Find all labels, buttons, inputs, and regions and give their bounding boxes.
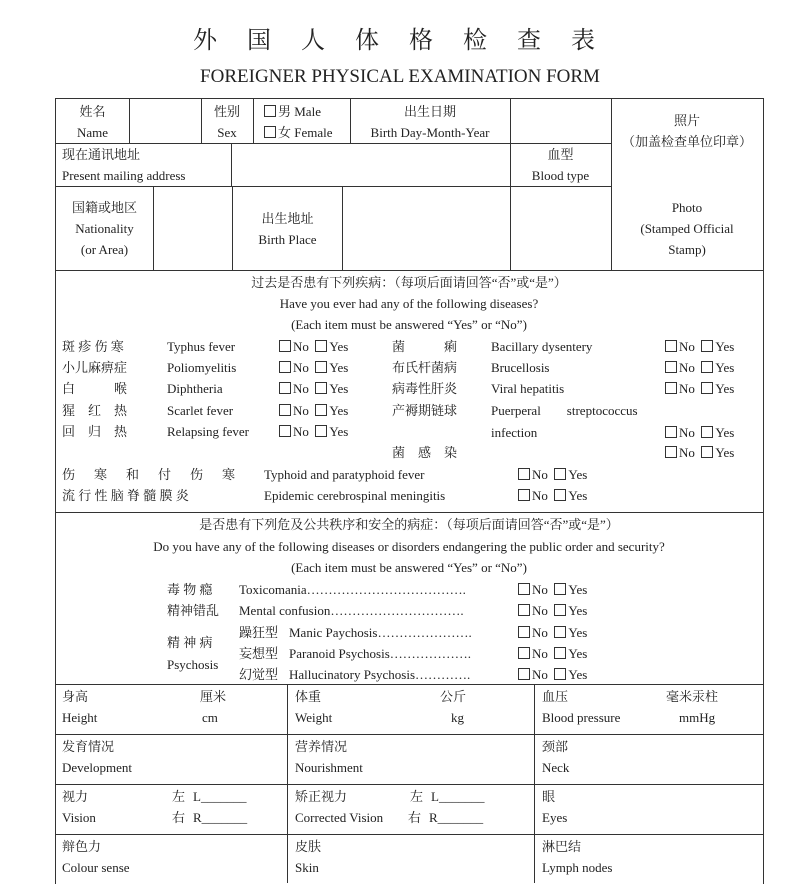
- checkbox[interactable]: [554, 626, 566, 638]
- rule-v: [287, 684, 288, 883]
- checkbox[interactable]: [518, 604, 530, 616]
- past-left-2-yes[interactable]: Yes: [315, 381, 348, 396]
- past-right-2-yes[interactable]: Yes: [701, 381, 734, 396]
- past-disease-en: Viral hepatitis: [491, 381, 565, 396]
- female-checkbox[interactable]: [264, 126, 276, 138]
- present-answer: [518, 646, 587, 662]
- sex-label-en: Sex: [217, 125, 237, 140]
- infection-yes[interactable]: Yes: [701, 445, 734, 460]
- past-question-en: Have you ever had any of the following diseases?: [279, 296, 539, 311]
- past-disease-cn: 菌 痢: [392, 339, 458, 354]
- past-disease-en: Brucellosis: [491, 360, 550, 375]
- rule-h: [55, 270, 763, 271]
- past-question-cn: 过去是否患有下列疾病：（每项后面请回答“否”或“是”）: [251, 275, 567, 290]
- meningitis-yes[interactable]: Yes: [554, 488, 587, 503]
- female-option[interactable]: [264, 125, 333, 141]
- past-disease-cn: 斑 疹 伤 寒: [62, 339, 124, 354]
- past-disease-cn: 白 喉: [62, 381, 128, 396]
- eyes-cn: 眼: [542, 789, 556, 804]
- present-answer: [518, 667, 587, 683]
- past-right-1-no[interactable]: No: [665, 360, 695, 375]
- puerperal-no[interactable]: No: [665, 425, 695, 440]
- birthplace-label-cn: 出生地址: [261, 211, 314, 226]
- name-label-en: Name: [76, 125, 109, 140]
- infection-cn: 菌 感 染: [392, 445, 458, 460]
- checkbox[interactable]: [665, 426, 677, 438]
- corrected-vision-en: Corrected Vision: [295, 810, 384, 825]
- address-label-cn: 现在通讯地址: [62, 147, 141, 162]
- rule-h: [55, 784, 763, 785]
- checkbox[interactable]: [518, 647, 530, 659]
- vision-right-field[interactable]: R_______: [193, 810, 248, 825]
- bp-cn: 血压: [542, 689, 569, 704]
- development-cn: 发育情况: [62, 739, 115, 754]
- development-en: Development: [62, 760, 133, 775]
- past-disease-answer: [279, 403, 348, 419]
- nationality-field[interactable]: [155, 188, 230, 268]
- birth-label-en: Birth Day-Month-Year: [370, 125, 490, 140]
- cm-cn: 厘米: [200, 689, 227, 704]
- checkbox[interactable]: [279, 404, 291, 416]
- past-disease-answer: [279, 424, 348, 440]
- manic-cn: 躁狂型: [239, 625, 279, 640]
- checkbox[interactable]: [665, 446, 677, 458]
- present-1-no[interactable]: No: [518, 603, 548, 618]
- past-right-1-yes[interactable]: Yes: [701, 360, 734, 375]
- birth-label-cn: 出生日期: [403, 104, 456, 119]
- checkbox[interactable]: [665, 361, 677, 373]
- past-left-3-yes[interactable]: Yes: [315, 403, 348, 418]
- toxico-cn: 毒 物 瘾: [167, 582, 213, 597]
- past-disease-cn: 小儿麻痹症: [62, 360, 128, 375]
- male-option[interactable]: [264, 104, 333, 120]
- kg-en: kg: [451, 710, 464, 725]
- rule-h: [55, 734, 763, 735]
- past-disease-answer: [279, 360, 348, 376]
- past-disease-en: Typhus fever: [167, 339, 236, 354]
- vision-cn: 视力: [62, 789, 89, 804]
- vision-en: Vision: [62, 810, 96, 825]
- blood-label-en: Blood type: [531, 168, 590, 183]
- checkbox[interactable]: [279, 425, 291, 437]
- past-disease-cn: 布氏杆菌病: [392, 360, 458, 375]
- puerperal-answer: [665, 425, 734, 441]
- checkbox[interactable]: [518, 468, 530, 480]
- nourishment-cn: 营养情况: [295, 739, 348, 754]
- male-checkbox[interactable]: [264, 105, 276, 117]
- nationality-label-cn: 国籍或地区: [71, 200, 137, 215]
- neck-cn: 颈部: [542, 739, 569, 754]
- colour-en: Colour sense: [62, 860, 130, 875]
- typhoid-en: Typhoid and paratyphoid fever: [264, 467, 425, 482]
- birth-field[interactable]: [512, 100, 609, 141]
- height-en: Height: [62, 710, 98, 725]
- photo-label-en: Photo: [671, 200, 703, 215]
- typhoid-yes[interactable]: Yes: [554, 467, 587, 482]
- halluc-en: Hallucinatory Psychosis………….: [289, 667, 471, 682]
- present-4-no[interactable]: No: [518, 667, 548, 682]
- present-3-no[interactable]: No: [518, 646, 548, 661]
- past-right-2-no[interactable]: No: [665, 381, 695, 396]
- cvision-left-field[interactable]: L_______: [431, 789, 485, 804]
- past-left-3-no[interactable]: No: [279, 403, 309, 418]
- form-title-en: FOREIGNER PHYSICAL EXAMINATION FORM: [200, 66, 600, 87]
- checkbox[interactable]: [315, 404, 327, 416]
- past-left-4-no[interactable]: No: [279, 424, 309, 439]
- typhoid-cn: 伤 寒 和 付 伤 寒: [62, 467, 239, 482]
- checkbox[interactable]: [554, 489, 566, 501]
- checkbox[interactable]: [554, 583, 566, 595]
- height-cn: 身高: [62, 689, 89, 704]
- rule-h: [55, 684, 763, 685]
- photo-label-cn: 照片: [673, 113, 700, 128]
- vision-left-cn: 左: [172, 789, 186, 804]
- vision-right-cn: 右: [172, 810, 186, 825]
- past-disease-cn: 产褥期链球: [392, 403, 458, 418]
- neck-en: Neck: [542, 760, 570, 775]
- photo-stamp-cn: （加盖检查单位印章）: [621, 134, 752, 149]
- mmhg-en: mmHg: [679, 710, 716, 725]
- birthplace-label-en: Birth Place: [258, 232, 317, 247]
- skin-en: Skin: [295, 860, 319, 875]
- past-left-2-no[interactable]: No: [279, 381, 309, 396]
- past-disease-answer: [665, 381, 734, 397]
- past-disease-en: Relapsing fever: [167, 424, 249, 439]
- puerperal-yes[interactable]: Yes: [701, 425, 734, 440]
- present-0-yes[interactable]: Yes: [554, 582, 587, 597]
- bp-en: Blood pressure: [542, 710, 621, 725]
- checkbox[interactable]: [315, 425, 327, 437]
- checkbox[interactable]: [701, 426, 713, 438]
- address-label-en: Present mailing address: [62, 168, 186, 183]
- vision-left-field[interactable]: L_______: [193, 789, 247, 804]
- checkbox[interactable]: [315, 382, 327, 394]
- rule-v: [253, 98, 254, 143]
- infection-en: infection: [491, 425, 538, 440]
- cvision-right-field[interactable]: R_______: [429, 810, 484, 825]
- meningitis-cn: 流 行 性 脑 脊 髓 膜 炎: [62, 488, 189, 503]
- kg-cn: 公斤: [440, 689, 467, 704]
- rule-v: [201, 98, 202, 143]
- psychosis-en: Psychosis: [167, 657, 219, 672]
- past-left-1-no[interactable]: No: [279, 360, 309, 375]
- checkbox[interactable]: [518, 583, 530, 595]
- present-1-yes[interactable]: Yes: [554, 603, 587, 618]
- checkbox[interactable]: [554, 668, 566, 680]
- eyes-en: Eyes: [542, 810, 568, 825]
- present-3-yes[interactable]: Yes: [554, 646, 587, 661]
- address-field[interactable]: [233, 145, 508, 184]
- checkbox[interactable]: [279, 361, 291, 373]
- mmhg-cn: 毫米汞柱: [666, 689, 719, 704]
- meningitis-answer: [518, 488, 587, 504]
- paranoid-en: Paranoid Psychosis……………….: [289, 646, 471, 661]
- cvision-right-cn: 右: [408, 810, 422, 825]
- past-note: (Each item must be answered “Yes” or “No”): [291, 317, 527, 332]
- past-disease-cn: 猩 红 热: [62, 403, 128, 418]
- past-left-0-yes[interactable]: Yes: [315, 339, 348, 354]
- checkbox[interactable]: [554, 647, 566, 659]
- rule-v: [232, 186, 233, 270]
- checkbox[interactable]: [701, 446, 713, 458]
- past-left-0-no[interactable]: No: [279, 339, 309, 354]
- past-disease-answer: [665, 360, 734, 376]
- checkbox[interactable]: [701, 382, 713, 394]
- photo-stamp-en2: Stamp): [668, 242, 706, 257]
- checkbox[interactable]: [518, 626, 530, 638]
- typhoid-no[interactable]: No: [518, 467, 548, 482]
- past-right-0-no[interactable]: No: [665, 339, 695, 354]
- checkbox[interactable]: [315, 340, 327, 352]
- meningitis-no[interactable]: No: [518, 488, 548, 503]
- present-0-no[interactable]: No: [518, 582, 548, 597]
- name-field[interactable]: [131, 100, 199, 141]
- past-disease-en: Scarlet fever: [167, 403, 234, 418]
- mental-en: Mental confusion………………………….: [239, 603, 464, 618]
- present-2-no[interactable]: No: [518, 625, 548, 640]
- rule-v: [153, 186, 154, 270]
- present-answer: [518, 603, 587, 619]
- photo-stamp-en: (Stamped Official: [640, 221, 734, 236]
- present-4-yes[interactable]: Yes: [554, 667, 587, 682]
- present-note: (Each item must be answered “Yes” or “No”): [291, 560, 527, 575]
- rule-v: [129, 98, 130, 143]
- rule-v: [510, 98, 511, 270]
- corrected-vision-cn: 矫正视力: [295, 789, 348, 804]
- form-title-cn: 外 国 人 体 格 检 查 表: [193, 28, 607, 54]
- mental-cn: 精神错乱: [167, 603, 220, 618]
- past-disease-answer: [279, 339, 348, 355]
- meningitis-en: Epidemic cerebrospinal meningitis: [264, 488, 446, 503]
- psychosis-cn: 精 神 病: [167, 635, 213, 650]
- typhoid-answer: [518, 467, 587, 483]
- present-question-en: Do you have any of the following diseases or disorders endangering the public order and security?: [153, 539, 665, 554]
- nationality-label-area: (or Area): [80, 242, 129, 257]
- manic-en: Manic Paychosis………………….: [289, 625, 472, 640]
- sex-label-cn: 性别: [213, 104, 240, 119]
- rule-h: [55, 186, 611, 187]
- cm-en: cm: [202, 710, 218, 725]
- nourishment-en: Nourishment: [295, 760, 363, 775]
- past-disease-answer: [279, 381, 348, 397]
- past-disease-en: Bacillary dysentery: [491, 339, 593, 354]
- present-2-yes[interactable]: Yes: [554, 625, 587, 640]
- present-answer: [518, 582, 587, 598]
- colour-cn: 辩色力: [62, 839, 102, 854]
- present-question-cn: 是否患有下列危及公共秩序和安全的病症：（每项后面请回答“否”或“是”）: [199, 517, 619, 532]
- nationality-label-en: Nationality: [75, 221, 134, 236]
- rule-v: [534, 684, 535, 883]
- rule-v: [231, 143, 232, 186]
- checkbox[interactable]: [315, 361, 327, 373]
- past-left-1-yes[interactable]: Yes: [315, 360, 348, 375]
- lymph-cn: 淋巴结: [542, 839, 582, 854]
- infection-no[interactable]: No: [665, 445, 695, 460]
- checkbox[interactable]: [665, 382, 677, 394]
- birthplace-field[interactable]: [344, 188, 508, 268]
- past-disease-cn: 回 归 热: [62, 424, 128, 439]
- toxico-en: Toxicomania……………………………….: [239, 582, 466, 597]
- weight-cn: 体重: [295, 689, 322, 704]
- past-disease-en: Puerperal streptococcus: [491, 403, 638, 418]
- name-label-cn: 姓名: [79, 104, 106, 119]
- weight-en: Weight: [295, 710, 333, 725]
- past-right-0-yes[interactable]: Yes: [701, 339, 734, 354]
- checkbox[interactable]: [554, 604, 566, 616]
- present-answer: [518, 625, 587, 641]
- checkbox[interactable]: [554, 468, 566, 480]
- paranoid-cn: 妄想型: [239, 646, 279, 661]
- rule-v: [342, 186, 343, 270]
- checkbox[interactable]: [279, 340, 291, 352]
- past-disease-cn: 病毒性肝炎: [392, 381, 458, 396]
- past-disease-answer: [665, 339, 734, 355]
- checkbox[interactable]: [518, 489, 530, 501]
- rule-h: [55, 512, 763, 513]
- rule-v: [350, 98, 351, 143]
- infection-answer: [665, 445, 734, 461]
- male-label: 男 Male: [278, 104, 321, 119]
- checkbox[interactable]: [518, 668, 530, 680]
- checkbox[interactable]: [279, 382, 291, 394]
- checkbox[interactable]: [665, 340, 677, 352]
- cvision-left-cn: 左: [410, 789, 424, 804]
- rule-h: [55, 143, 611, 144]
- halluc-cn: 幻觉型: [239, 667, 279, 682]
- female-label: 女 Female: [278, 125, 333, 140]
- skin-cn: 皮肤: [295, 839, 322, 854]
- past-disease-en: Poliomyelitis: [167, 360, 237, 375]
- lymph-en: Lymph nodes: [542, 860, 613, 875]
- checkbox[interactable]: [701, 340, 713, 352]
- past-left-4-yes[interactable]: Yes: [315, 424, 348, 439]
- past-disease-en: Diphtheria: [167, 381, 223, 396]
- checkbox[interactable]: [701, 361, 713, 373]
- blood-label-cn: 血型: [547, 147, 574, 162]
- rule-h: [55, 834, 763, 835]
